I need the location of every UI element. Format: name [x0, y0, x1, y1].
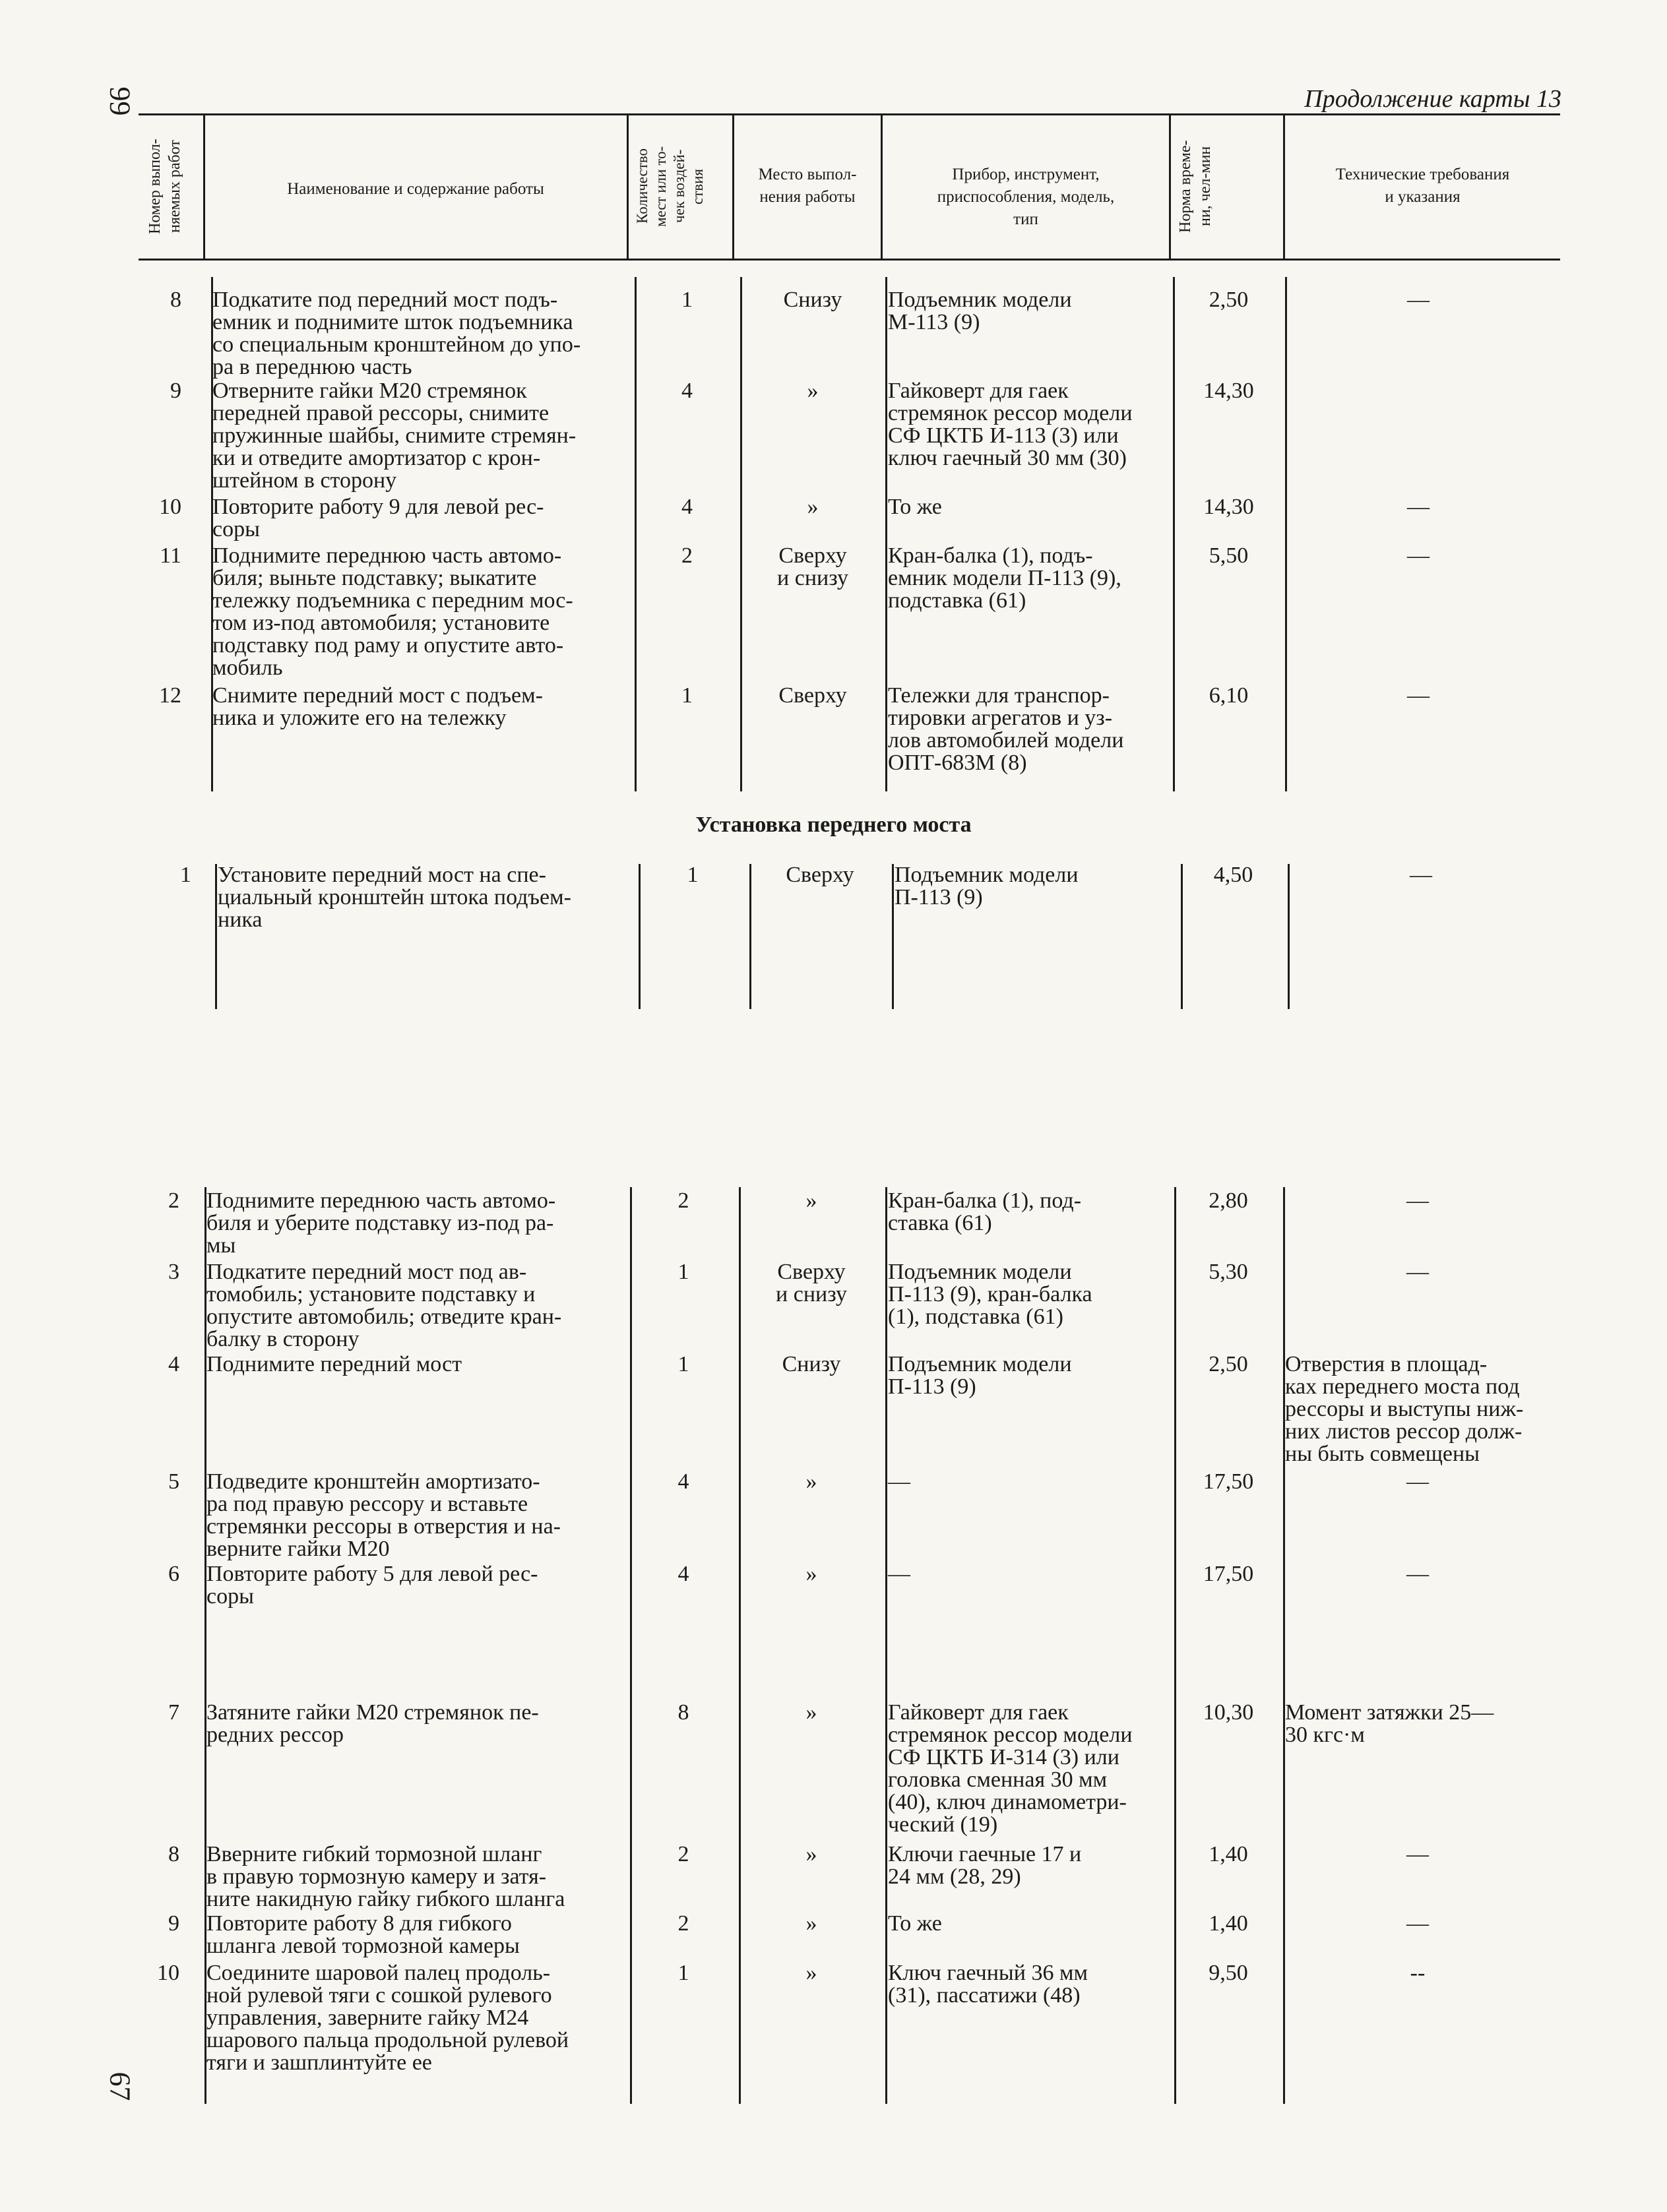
tool-list: Тележки для транспор- тировки агрегатов и уз- лов автомобилей модели ОПТ-683М (8) [888, 683, 1124, 775]
quantity: 4 [677, 1562, 689, 1586]
column-rule [1173, 277, 1175, 791]
work-place: » [805, 1911, 817, 1936]
work-place: » [805, 1842, 817, 1866]
page-number-top: 99 [104, 86, 137, 116]
tool-list: Подъемник модели М-113 (9) [888, 288, 1072, 334]
requirements: — [1406, 1842, 1429, 1866]
time-norm: 10,30 [1203, 1700, 1254, 1725]
work-number: 10 [159, 495, 181, 519]
tool-list: — [888, 1562, 910, 1586]
quantity: 2 [681, 543, 693, 568]
page-title: Продолжение карты 13 [1304, 85, 1561, 113]
requirements: — [1407, 288, 1430, 312]
work-place: » [805, 1562, 817, 1586]
work-number: 7 [168, 1700, 179, 1725]
quantity: 1 [677, 1260, 689, 1284]
header-col-req: Технические требования и указания [1335, 166, 1510, 206]
work-description: Повторите работу 8 для гибкого шланга левой тормозной камеры [206, 1911, 520, 1958]
time-norm: 2,80 [1209, 1188, 1248, 1213]
time-norm: 17,50 [1203, 1562, 1254, 1586]
tool-list: Подъемник модели П-113 (9), кран-балка (1), подставка (61) [888, 1260, 1092, 1329]
quantity: 1 [681, 288, 693, 312]
work-place: » [807, 379, 819, 403]
column-rule [892, 864, 894, 1009]
requirements: -- [1410, 1961, 1426, 1985]
time-norm: 1,40 [1209, 1842, 1248, 1866]
quantity: 2 [677, 1911, 689, 1936]
quantity: 4 [681, 379, 693, 403]
tool-list: Ключ гаечный 36 мм (31), пассатижи (48) [888, 1961, 1088, 2008]
work-place: Сверху и снизу [777, 543, 848, 590]
time-norm: 14,30 [1203, 495, 1254, 519]
time-norm: 5,50 [1209, 543, 1249, 568]
work-number: 9 [170, 379, 181, 403]
time-norm: 2,50 [1209, 1352, 1248, 1376]
tool-list: Подъемник модели П-113 (9) [888, 1352, 1072, 1399]
time-norm: 1,40 [1209, 1911, 1248, 1936]
header-col-name: Наименование и содержание работы [287, 180, 544, 198]
tool-list: Ключи гаечные 17 и 24 мм (28, 29) [888, 1842, 1082, 1889]
work-description: Подкатите под передний мост подъ- емник и поднимите шток подъемника со специальным кронштейном до упо- ра в переднюю часть [212, 288, 581, 379]
work-number: 1 [180, 863, 191, 887]
work-number: 9 [168, 1911, 179, 1936]
column-rule [885, 1187, 887, 2104]
time-norm: 17,50 [1203, 1469, 1254, 1494]
work-place: » [805, 1469, 817, 1494]
quantity: 4 [681, 495, 693, 519]
requirements: Момент затяжки 25— 30 кгс·м [1285, 1700, 1494, 1747]
work-description: Поднимите переднюю часть автомо- биля; выньте подставку; выкатите тележку подъемника с передним мос- том из-под автомобиля; установите подставку под раму и опустите авто- мобиль [212, 543, 573, 680]
requirements: — [1410, 863, 1432, 887]
header-col-tool: Прибор, инструмент, приспособления, модель, тип [937, 166, 1115, 228]
column-rule [635, 277, 637, 791]
quantity: 2 [677, 1188, 689, 1213]
tool-list: Кран-балка (1), под- ставка (61) [888, 1188, 1082, 1235]
tool-list: Подъемник модели П-113 (9) [895, 863, 1079, 909]
work-number: 4 [168, 1352, 179, 1376]
work-number: 8 [168, 1842, 179, 1866]
work-number: 10 [157, 1961, 179, 1985]
requirements: — [1407, 495, 1430, 519]
work-place: » [807, 495, 819, 519]
tool-list: Кран-балка (1), подъ- емник модели П-113 (9), подставка (61) [888, 543, 1121, 613]
quantity: 4 [677, 1469, 689, 1494]
requirements: — [1407, 543, 1430, 568]
work-number: 12 [159, 683, 181, 708]
tool-list: — [888, 1469, 910, 1494]
work-place: Снизу [783, 288, 842, 312]
requirements: Отверстия в площад- ках переднего моста под рессоры и выступы ниж- них листов рессор долж- ны быть совмещены [1285, 1352, 1524, 1466]
header-col-time: Норма време- ни, чел-мин [1177, 140, 1214, 233]
work-number: 11 [160, 543, 181, 568]
tool-list: Гайковерт для гаек стремянок рессор модели СФ ЦКТБ И-113 (3) или ключ гаечный 30 мм (30) [888, 379, 1133, 470]
quantity: 1 [687, 863, 699, 887]
header-col-num: Номер выпол- няемых работ [146, 138, 183, 234]
work-place: » [805, 1700, 817, 1725]
work-description: Установите передний мост на спе- циальный кронштейн штока подъем- ника [218, 863, 571, 932]
header-divider [627, 113, 629, 260]
work-number: 2 [168, 1188, 179, 1213]
work-place: Снизу [782, 1352, 841, 1376]
requirements: — [1406, 1469, 1429, 1494]
work-description: Подведите кронштейн амортизато- ра под правую рессору и вставьте стремянки рессоры в отверстия и на- верните гайки М20 [206, 1469, 561, 1561]
requirements: — [1407, 683, 1430, 708]
work-place: Сверху и снизу [776, 1260, 847, 1306]
work-place: » [805, 1188, 817, 1213]
work-description: Поднимите передний мост [206, 1352, 462, 1376]
quantity: 1 [677, 1961, 689, 1985]
work-number: 3 [168, 1260, 179, 1284]
header-col-qty: Количество мест или то- чек воздей- ствия [634, 146, 706, 227]
tool-list: То же [888, 495, 942, 519]
time-norm: 2,50 [1209, 288, 1249, 312]
work-description: Затяните гайки М20 стремянок пе- редних рессор [206, 1700, 539, 1747]
work-description: Вверните гибкий тормозной шланг в правую тормозную камеру и затя- ните накидную гайку гибкого шланга [206, 1842, 565, 1911]
work-description: Повторите работу 9 для левой рес- соры [212, 495, 544, 541]
work-place: Сверху [778, 683, 847, 708]
quantity: 2 [677, 1842, 689, 1866]
requirements: — [1406, 1562, 1429, 1586]
column-rule [215, 864, 217, 1009]
work-place: » [805, 1961, 817, 1985]
work-place: Сверху [786, 863, 854, 887]
quantity: 8 [677, 1700, 689, 1725]
work-number: 6 [168, 1562, 179, 1586]
column-rule [1285, 277, 1287, 791]
header-divider [1169, 113, 1171, 260]
time-norm: 6,10 [1209, 683, 1249, 708]
column-rule [740, 277, 742, 791]
work-description: Отверните гайки М20 стремянок передней правой рессоры, снимите пружинные шайбы, снимите стремян- ки и отведите амортизатор с крон- штейном в сторону [212, 379, 577, 493]
work-description: Соедините шаровой палец продоль- ной рулевой тяги с сошкой рулевого управления, заверните гайку М24 шарового пальца продольной рулевой тяги и зашплинтуйте ее [206, 1961, 569, 2075]
work-description: Повторите работу 5 для левой рес- соры [206, 1562, 538, 1609]
time-norm: 4,50 [1213, 863, 1253, 887]
time-norm: 9,50 [1209, 1961, 1248, 1985]
time-norm: 14,30 [1203, 379, 1254, 403]
quantity: 1 [677, 1352, 689, 1376]
work-description: Снимите передний мост с подъем- ника и уложите его на тележку [212, 683, 543, 730]
time-norm: 5,30 [1209, 1260, 1248, 1284]
work-description: Подкатите передний мост под ав- томобиль; установите подставку и опустите автомобиль; отведите кран- балку в сторону [206, 1260, 562, 1351]
header-bottom-rule [139, 259, 1560, 261]
section-heading: Установка переднего моста [695, 813, 972, 837]
header-top-rule [139, 113, 1560, 115]
work-number: 5 [168, 1469, 179, 1494]
page-number-bottom: 67 [104, 2072, 137, 2101]
work-number: 8 [170, 288, 181, 312]
quantity: 1 [681, 683, 693, 708]
requirements: — [1406, 1188, 1429, 1213]
header-col-place: Место выпол- нения работы [758, 166, 857, 206]
requirements: — [1406, 1911, 1429, 1936]
column-rule [885, 277, 887, 791]
work-description: Поднимите переднюю часть автомо- биля и уберите подставку из-под ра- мы [206, 1188, 556, 1258]
tool-list: Гайковерт для гаек стремянок рессор модели СФ ЦКТБ И-314 (3) или головка сменная 30 мм (40), ключ динамометри- ческий (19) [888, 1700, 1133, 1837]
tool-list: То же [888, 1911, 942, 1936]
requirements: — [1406, 1260, 1429, 1284]
